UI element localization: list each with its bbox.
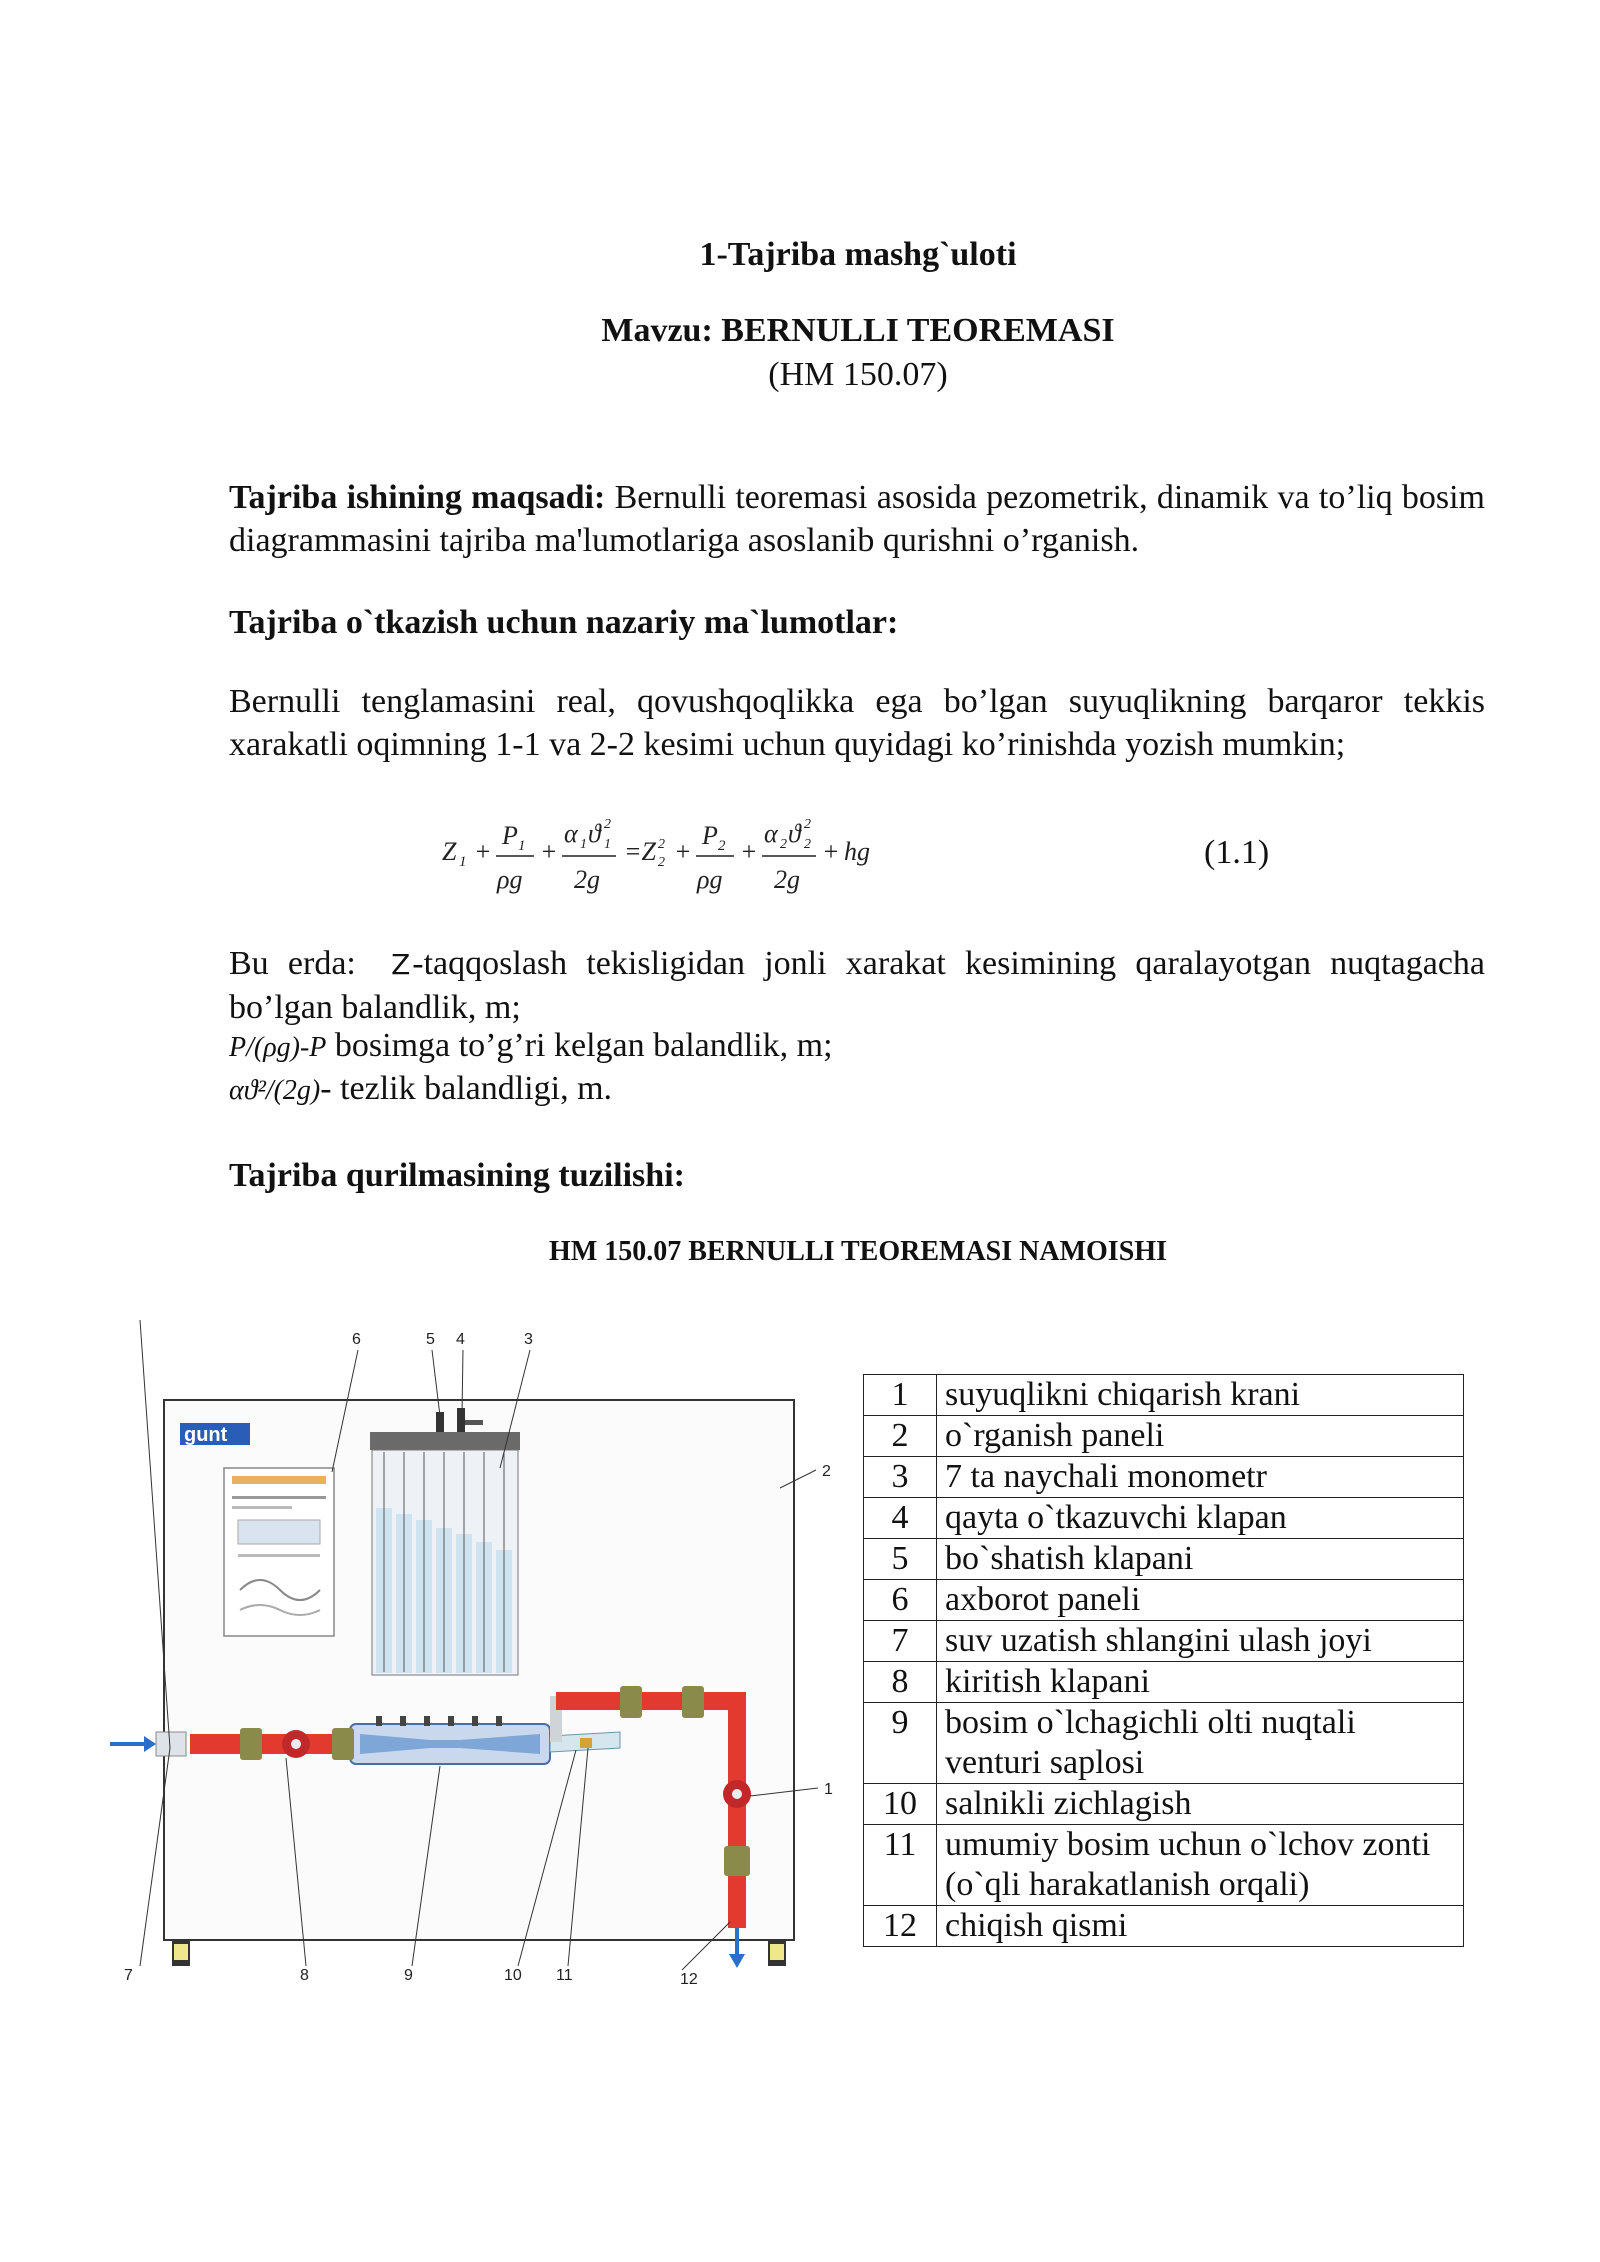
callout-1: 1 bbox=[824, 1781, 833, 1798]
svg-text:2: 2 bbox=[604, 817, 611, 832]
legend-row bbox=[864, 1457, 1464, 1498]
callout-11: 11 bbox=[556, 1967, 573, 1984]
callout-7: 7 bbox=[124, 1967, 133, 1984]
legend-row bbox=[864, 1498, 1464, 1539]
device-heading: Tajriba qurilmasining tuzilishi: bbox=[229, 1157, 685, 1194]
legend-row bbox=[864, 1703, 1464, 1784]
legend-number: 12 bbox=[864, 1906, 937, 1947]
legend-number: 11 bbox=[864, 1825, 937, 1906]
legend-description: suv uzatish shlangini ulash joyi bbox=[937, 1621, 1464, 1662]
legend-description: 7 ta naychali monometr bbox=[937, 1457, 1464, 1498]
theory-paragraph: Bernulli tenglamasini real, qovushqoqlikka ega bo’lgan suyuqlikning barqaror tekkis xarakatli oqimning 1-1 va 2-2 kesimi uchun quyidagi ko’rinishda yozish mumkin; bbox=[229, 683, 1485, 763]
svg-text:P: P bbox=[502, 821, 518, 850]
svg-text:gunt: gunt bbox=[184, 1424, 228, 1446]
legend-number: 2 bbox=[864, 1416, 937, 1457]
v-text: - tezlik balandligi, m. bbox=[320, 1070, 613, 1107]
svg-text:hg: hg bbox=[844, 837, 870, 866]
legend-number: 8 bbox=[864, 1662, 937, 1703]
svg-text:1: 1 bbox=[604, 837, 611, 852]
svg-text:2: 2 bbox=[804, 837, 811, 852]
hose-connector bbox=[156, 1732, 186, 1756]
manometer-tubes bbox=[370, 1408, 520, 1675]
device-code: (HM 150.07) bbox=[768, 356, 948, 393]
callout-12: 12 bbox=[680, 1971, 698, 1988]
p-explanation bbox=[229, 1027, 833, 1065]
svg-text:α: α bbox=[764, 819, 778, 848]
explain-intro: Bu erda: bbox=[229, 945, 356, 982]
gunt-logo bbox=[180, 1423, 250, 1446]
legend-description: umumiy bosim uchun o`lchov zonti (o`qli harakatlanish orqali) bbox=[937, 1825, 1464, 1906]
legend-number: 7 bbox=[864, 1621, 937, 1662]
legend-description: kiritish klapani bbox=[937, 1662, 1464, 1703]
z-text: -taqqoslash tekisligidan jonli xarakat kesimining qaralayotgan nuqtagacha bo’lgan balandlik, m; bbox=[229, 945, 1485, 1026]
theory-heading: Tajriba o`tkazish uchun nazariy ma`lumotlar: bbox=[229, 604, 899, 641]
legend-row bbox=[864, 1580, 1464, 1621]
svg-text:2: 2 bbox=[658, 855, 665, 870]
topic-heading: Mavzu: BERNULLI TEOREMASI bbox=[601, 312, 1115, 349]
z-symbol: Z bbox=[391, 948, 411, 981]
legend-row bbox=[864, 1784, 1464, 1825]
inlet-arrow bbox=[110, 1736, 156, 1752]
svg-text:2: 2 bbox=[804, 817, 811, 832]
legend-row bbox=[864, 1906, 1464, 1947]
legend-description: chiqish qismi bbox=[937, 1906, 1464, 1947]
svg-text:+: + bbox=[540, 837, 558, 866]
svg-text:2: 2 bbox=[718, 838, 726, 854]
legend-row bbox=[864, 1375, 1464, 1416]
legend-number: 10 bbox=[864, 1784, 937, 1825]
svg-text:1: 1 bbox=[580, 837, 587, 852]
svg-text:2: 2 bbox=[780, 837, 787, 852]
drain-valve bbox=[723, 1780, 751, 1808]
bernoulli-equation bbox=[430, 806, 930, 906]
svg-text:ϑ: ϑ bbox=[788, 819, 801, 848]
svg-text:ϑ: ϑ bbox=[588, 819, 601, 848]
figure-caption: HM 150.07 BERNULLI TEOREMASI NAMOISHI bbox=[549, 1236, 1167, 1267]
svg-text:ρg: ρg bbox=[697, 865, 723, 894]
svg-text:ρg: ρg bbox=[497, 865, 523, 894]
svg-text:2g: 2g bbox=[574, 865, 600, 894]
legend-number: 3 bbox=[864, 1457, 937, 1498]
svg-text:+: + bbox=[674, 837, 692, 866]
legend-number: 9 bbox=[864, 1703, 937, 1784]
callout-8: 8 bbox=[300, 1967, 309, 1984]
legend-description: axborot paneli bbox=[937, 1580, 1464, 1621]
legend-description: suyuqlikni chiqarish krani bbox=[937, 1375, 1464, 1416]
svg-text:Z: Z bbox=[442, 837, 457, 866]
legend-row bbox=[864, 1539, 1464, 1580]
legend-number: 1 bbox=[864, 1375, 937, 1416]
callout-6: 6 bbox=[352, 1331, 361, 1348]
svg-text:=Z: =Z bbox=[624, 837, 657, 866]
legend-number: 5 bbox=[864, 1539, 937, 1580]
info-panel bbox=[224, 1468, 334, 1636]
z-explanation bbox=[229, 942, 1485, 1029]
callout-9: 9 bbox=[404, 1967, 413, 1984]
document-title: 1-Tajriba mashg`uloti bbox=[699, 236, 1017, 273]
device-illustration bbox=[100, 1320, 860, 1990]
svg-text:P: P bbox=[702, 821, 718, 850]
purpose-label: Tajriba ishining maqsadi: bbox=[229, 479, 606, 516]
svg-text:+: + bbox=[822, 837, 840, 866]
svg-text:2: 2 bbox=[658, 837, 665, 852]
callout-3: 3 bbox=[524, 1331, 533, 1348]
callout-10: 10 bbox=[504, 1967, 522, 1984]
svg-text:α: α bbox=[564, 819, 578, 848]
legend-row bbox=[864, 1621, 1464, 1662]
p-text: bosimga to’g’ri kelgan balandlik, m; bbox=[334, 1027, 833, 1064]
legend-description: salnikli zichlagish bbox=[937, 1784, 1464, 1825]
purpose-paragraph bbox=[229, 476, 1485, 562]
legend-description: bosim o`lchagichli olti nuqtali venturi saplosi bbox=[937, 1703, 1464, 1784]
inlet-valve bbox=[282, 1730, 310, 1758]
p-symbol: P/(ρg)-P bbox=[229, 1032, 327, 1063]
legend-row bbox=[864, 1825, 1464, 1906]
svg-text:1: 1 bbox=[518, 838, 526, 854]
legend-table bbox=[863, 1374, 1464, 1947]
v-symbol: αϑ²/(2g) bbox=[229, 1075, 321, 1106]
legend-description: o`rganish paneli bbox=[937, 1416, 1464, 1457]
callout-5: 5 bbox=[426, 1331, 435, 1348]
legend-row bbox=[864, 1662, 1464, 1703]
svg-text:+: + bbox=[740, 837, 758, 866]
callout-4: 4 bbox=[456, 1331, 465, 1348]
legend-description: bo`shatish klapani bbox=[937, 1539, 1464, 1580]
v-explanation bbox=[229, 1070, 612, 1108]
callout-2: 2 bbox=[822, 1463, 831, 1480]
purpose-text: Bernulli teoremasi asosida pezometrik, dinamik va to’liq bosim diagrammasini tajriba ma'lumotlariga asoslanib qurishni o’rganish. bbox=[229, 479, 1485, 559]
equation-number: (1.1) bbox=[1204, 834, 1270, 871]
legend-number: 6 bbox=[864, 1580, 937, 1621]
svg-text:2g: 2g bbox=[774, 865, 800, 894]
legend-number: 4 bbox=[864, 1498, 937, 1539]
legend-description: qayta o`tkazuvchi klapan bbox=[937, 1498, 1464, 1539]
legend-row bbox=[864, 1416, 1464, 1457]
svg-text:1: 1 bbox=[459, 854, 467, 870]
svg-text:+: + bbox=[474, 837, 492, 866]
